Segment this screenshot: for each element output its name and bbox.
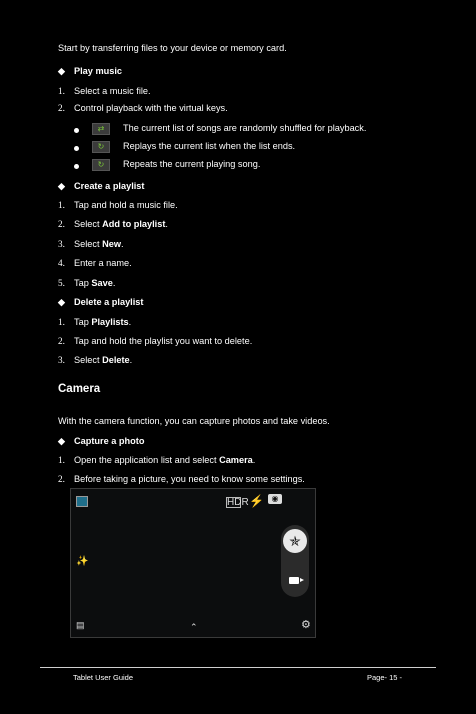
list-item (58, 258, 132, 268)
step-punct: . (121, 239, 124, 249)
step-text: Tap (74, 317, 92, 327)
shuffle-icon: ⇄ (92, 123, 110, 135)
camera-heading: Camera (58, 383, 101, 395)
diamond-bullet-icon: ◆ (58, 436, 65, 446)
list-item (58, 317, 131, 327)
bullet-dot (74, 146, 79, 151)
gallery-thumbnail-icon[interactable] (76, 496, 88, 507)
bullet-text: Repeats the current playing song. (123, 159, 261, 169)
repeat-one-icon: ↻ (92, 159, 110, 171)
shutter-button[interactable]: ✯ (283, 529, 307, 553)
section-delete-playlist (58, 297, 143, 308)
video-record-icon[interactable] (289, 577, 299, 584)
step-number: 1. (58, 317, 65, 327)
step-text: Select (74, 239, 103, 249)
step-number: 5. (58, 278, 65, 288)
step-punct: . (165, 219, 168, 229)
step-text: Select (74, 219, 103, 229)
list-item (58, 278, 115, 288)
switch-camera-icon[interactable]: ◉ (268, 494, 282, 504)
step-text: Enter a name. (74, 258, 132, 268)
step-number: 2. (58, 103, 65, 113)
step-number: 2. (58, 474, 65, 484)
camera-screenshot (70, 488, 316, 638)
list-item (58, 239, 124, 249)
section-title: Play music (74, 66, 123, 76)
diamond-bullet-icon: ◆ (58, 297, 65, 307)
step-number: 2. (58, 219, 65, 229)
list-item (58, 336, 252, 346)
list-item (58, 219, 168, 229)
diamond-bullet-icon: ◆ (58, 66, 65, 76)
camera-intro: With the camera function, you can capture photos and take videos. (58, 416, 330, 426)
section-play-music (58, 66, 122, 77)
capture-control-panel (281, 525, 309, 597)
list-item (58, 355, 132, 365)
hdr-icon[interactable]: HDR (227, 497, 249, 508)
step-bold-text: Playlists (91, 317, 129, 327)
page-label: Page (367, 673, 385, 682)
step-number: 1. (58, 455, 65, 465)
step-number: 4. (58, 258, 65, 268)
list-item (58, 103, 228, 113)
bullet-dot (74, 164, 79, 169)
flash-icon[interactable]: ⚡ (249, 494, 264, 508)
step-number: 2. (58, 336, 65, 346)
step-number: 1. (58, 86, 65, 96)
step-text: Tap (74, 278, 92, 288)
step-bold-text: Delete (102, 355, 130, 365)
section-title: Delete a playlist (74, 297, 144, 307)
diamond-bullet-icon: ◆ (58, 181, 65, 191)
step-text: Select (74, 355, 103, 365)
intro-text: Start by transferring files to your device or memory card. (58, 43, 287, 53)
step-punct: . (252, 455, 256, 465)
list-item (58, 200, 178, 210)
page-number-value: - 15 - (384, 673, 403, 682)
bullet-text: The current list of songs are randomly shuffled for playback. (123, 123, 367, 133)
step-text: Tap and hold the playlist you want to delete. (74, 336, 253, 346)
chevron-up-icon[interactable]: ⌃ (190, 622, 198, 632)
step-text: Tap and hold a music file. (74, 200, 178, 210)
page-number (367, 673, 402, 682)
step-punct: . (128, 317, 132, 327)
footer-divider (40, 667, 436, 668)
footer-title: Tablet User Guide (73, 673, 134, 682)
effects-icon[interactable]: ✨ (76, 556, 89, 567)
step-bold-text: Add to playlist (102, 219, 166, 229)
list-item (58, 474, 305, 484)
step-bold-text: Save (91, 278, 113, 288)
step-punct: . (129, 355, 133, 365)
bullet-text: Replays the current list when the list ends. (123, 141, 296, 151)
step-text: Control playback with the virtual keys. (74, 103, 228, 113)
list-item (58, 86, 151, 96)
section-title: Create a playlist (74, 181, 145, 191)
repeat-all-icon: ↻ (92, 141, 110, 153)
step-number: 3. (58, 355, 65, 365)
scene-mode-icon[interactable]: ▤ (76, 620, 85, 630)
step-number: 1. (58, 200, 65, 210)
step-number: 3. (58, 239, 65, 249)
step-bold-text: New (102, 239, 121, 249)
gear-icon[interactable]: ⚙ (301, 619, 311, 631)
section-capture-photo (58, 436, 144, 447)
list-item (58, 455, 255, 465)
step-punct: . (112, 278, 116, 288)
section-title: Capture a photo (74, 436, 145, 446)
bullet-dot (74, 128, 79, 133)
step-bold-text: Camera (219, 455, 253, 465)
section-create-playlist (58, 181, 144, 192)
step-text: Select a music file. (74, 86, 151, 96)
step-text: Open the application list and select (74, 455, 220, 465)
step-text: Before taking a picture, you need to know some settings. (74, 474, 305, 484)
